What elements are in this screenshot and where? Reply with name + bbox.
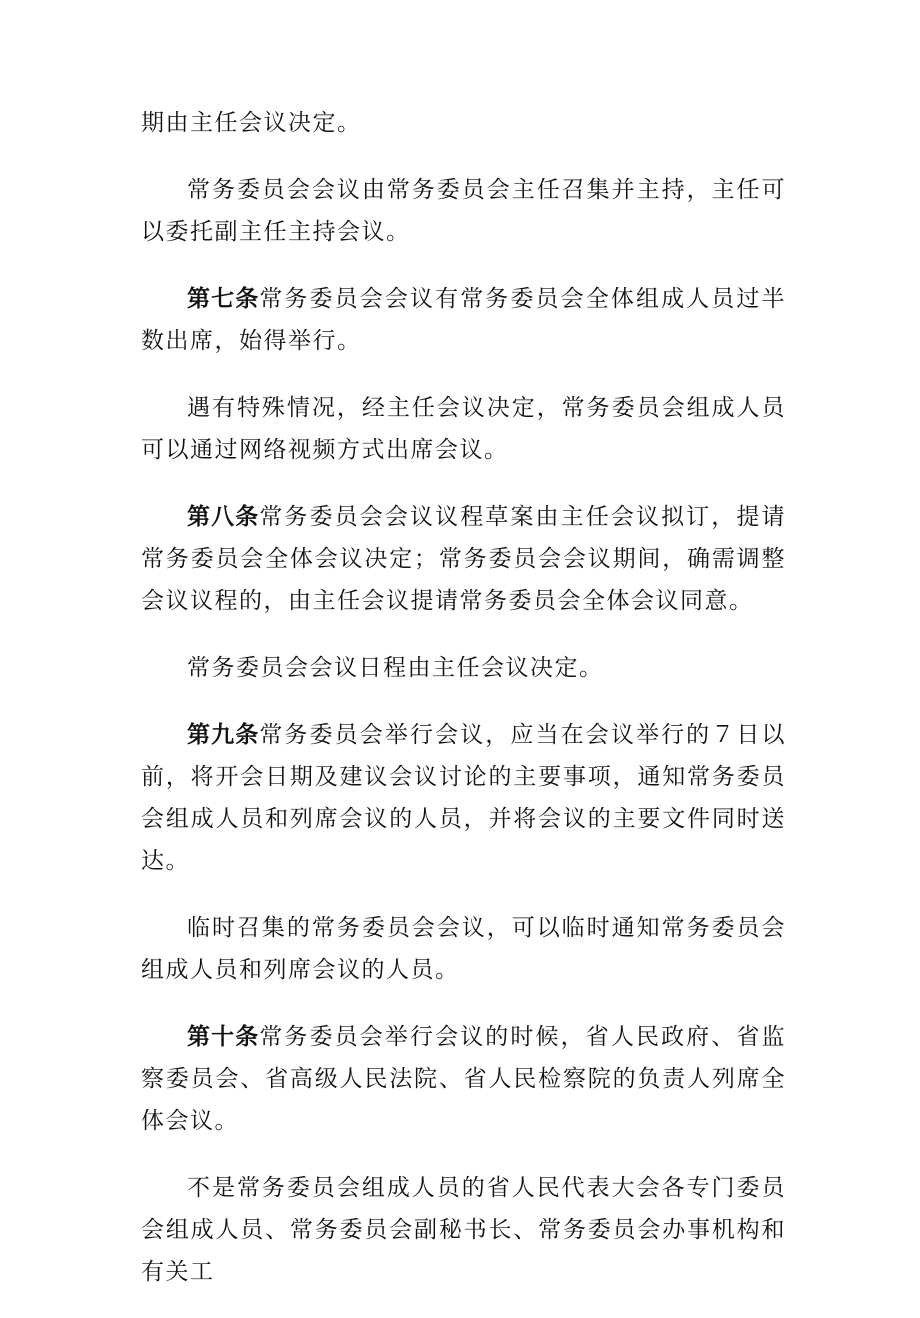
- article-paragraph: [141, 714, 786, 882]
- paragraph: [141, 907, 786, 991]
- article-paragraph: [141, 278, 786, 362]
- article-number: 第八条: [187, 504, 260, 530]
- paragraph-text: 常务委员会会议由常务委员会主任召集并主持，主任可以委托副主任主持会议。: [141, 177, 786, 245]
- paragraph: [141, 387, 786, 471]
- article-paragraph: [141, 1016, 786, 1142]
- paragraph: [141, 647, 786, 689]
- paragraph: [141, 102, 786, 144]
- paragraph-text: 不是常务委员会组成人员的省人民代表大会各专门委员会组成人员、常务委员会副秘书长、常务委员会办事机构和有关工: [141, 1175, 786, 1285]
- paragraph-text: 常务委员会会议议程草案由主任会议拟订，提请常务委员会全体会议决定；常务委员会会议期间，确需调整会议议程的，由主任会议提请常务委员会全体会议同意。: [141, 504, 787, 614]
- paragraph-text: 常务委员会举行会议的时候，省人民政府、省监察委员会、省高级人民法院、省人民检察院的负责人列席全体会议。: [141, 1024, 787, 1134]
- paragraph-text: 遇有特殊情况，经主任会议决定，常务委员会组成人员可以通过网络视频方式出席会议。: [141, 395, 786, 463]
- paragraph-text: 常务委员会举行会议，应当在会议举行的７日以前，将开会日期及建议会议讨论的主要事项，通知常务委员会组成人员和列席会议的人员，并将会议的主要文件同时送达。: [141, 722, 787, 874]
- paragraph-text: 常务委员会会议有常务委员会全体组成人员过半数出席，始得举行。: [141, 286, 787, 354]
- paragraph-text: 常务委员会会议日程由主任会议决定。: [187, 655, 604, 681]
- article-number: 第十条: [187, 1024, 260, 1050]
- paragraph-text: 期由主任会议决定。: [141, 110, 362, 136]
- article-number: 第九条: [187, 722, 260, 748]
- paragraph: [141, 169, 786, 253]
- paragraph-text: 临时召集的常务委员会会议，可以临时通知常务委员会组成人员和列席会议的人员。: [141, 915, 786, 983]
- article-number: 第七条: [187, 286, 260, 312]
- paragraph: [141, 1167, 786, 1293]
- article-paragraph: [141, 496, 786, 622]
- document-body: [141, 102, 786, 1318]
